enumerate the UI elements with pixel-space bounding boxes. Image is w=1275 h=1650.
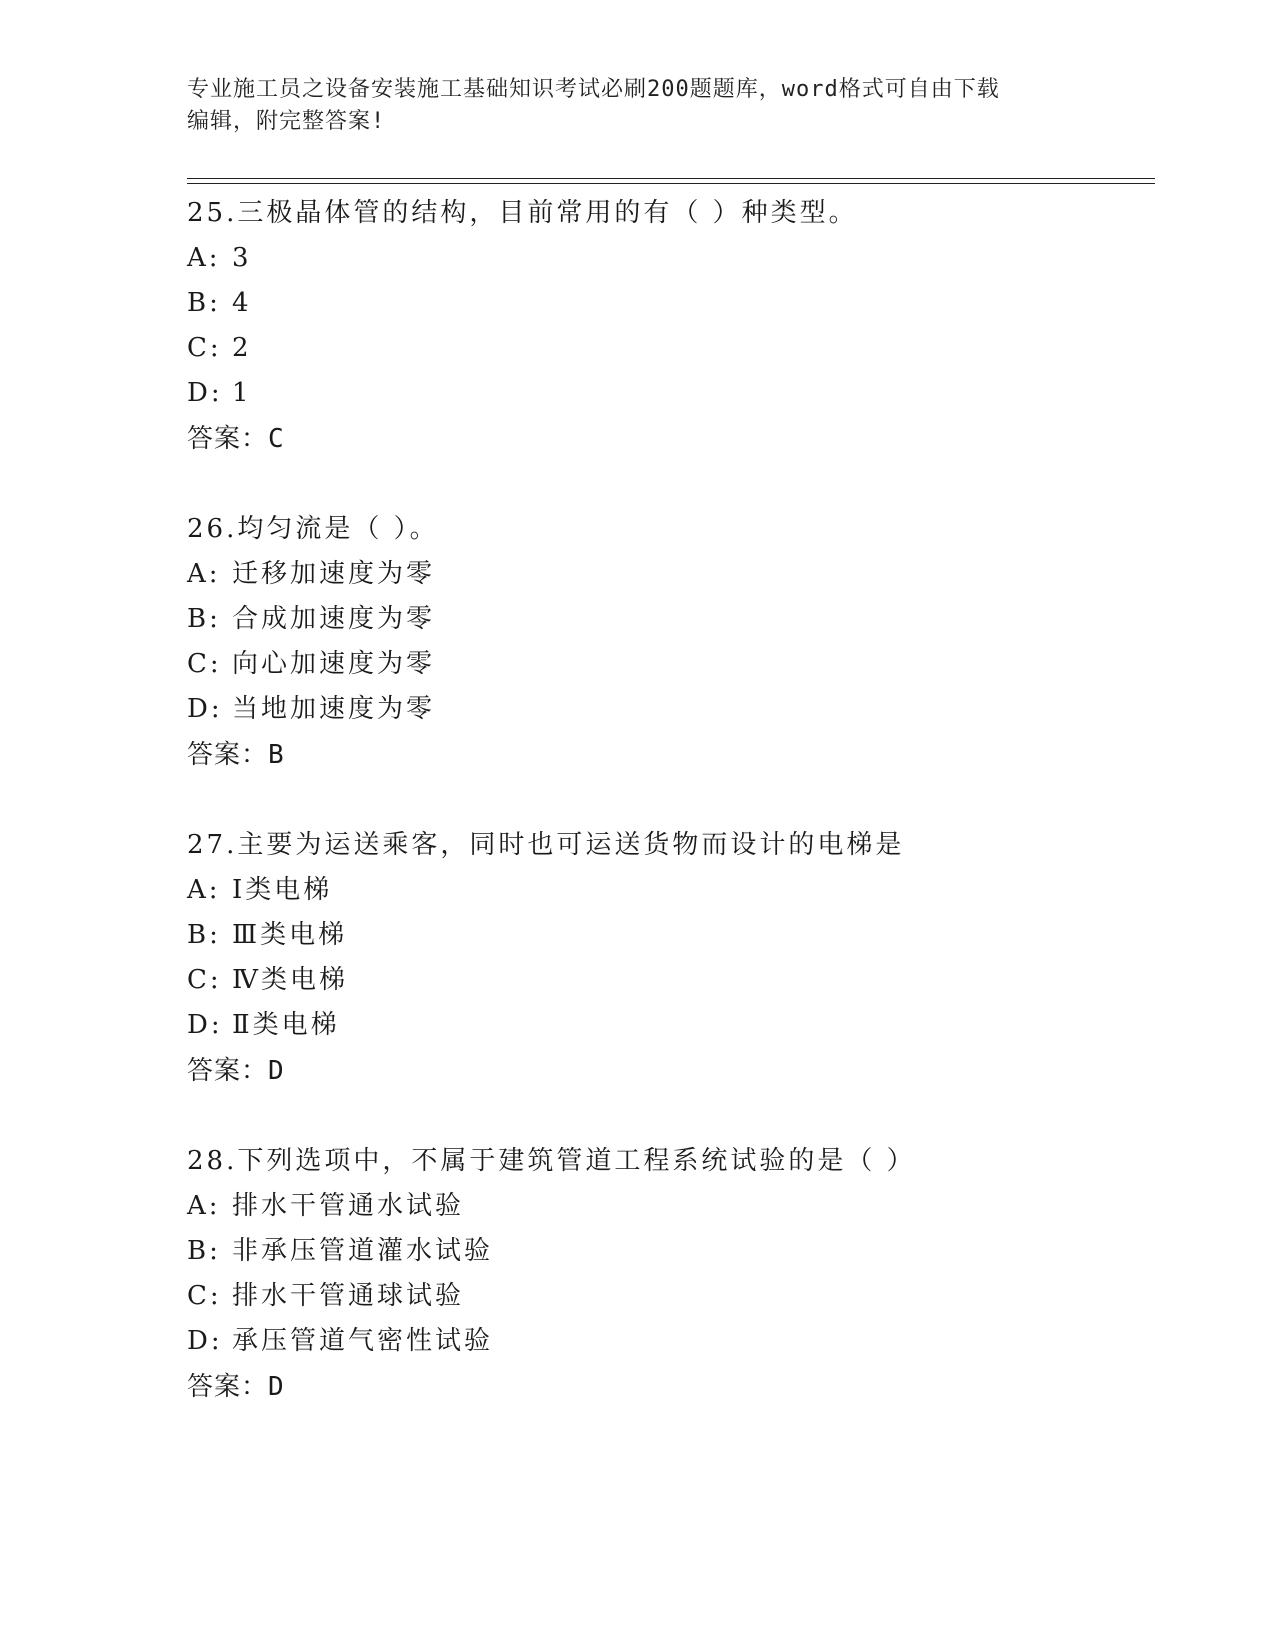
option-key: D:	[187, 694, 223, 724]
question-25	[187, 190, 1155, 462]
question-stem: 26.均匀流是（ ）。	[187, 514, 439, 544]
option-key: C:	[187, 333, 222, 363]
option-text: Ⅳ类电梯	[232, 965, 348, 995]
option-key: C:	[187, 1281, 222, 1311]
option-text: Ⅰ类电梯	[232, 875, 333, 905]
option-a	[187, 236, 1155, 281]
answer-line: 答案：D	[187, 1056, 285, 1086]
option-c	[187, 326, 1155, 371]
question-27	[187, 822, 1155, 1094]
option-d	[187, 1319, 1155, 1364]
option-text: 1	[232, 378, 252, 408]
option-b	[187, 597, 1155, 642]
option-c	[187, 642, 1155, 687]
option-key: B:	[187, 1236, 221, 1266]
option-key: A:	[187, 559, 221, 589]
question-stem: 27.主要为运送乘客，同时也可运送货物而设计的电梯是	[187, 830, 905, 860]
option-text: 迁移加速度为零	[232, 559, 436, 589]
question-stem: 28.下列选项中，不属于建筑管道工程系统试验的是（ ）	[187, 1146, 916, 1176]
option-a	[187, 552, 1155, 597]
header-title-line-2: 编辑，附完整答案!	[187, 109, 386, 134]
answer-line: 答案：D	[187, 1372, 285, 1402]
option-b	[187, 913, 1155, 958]
option-text: 4	[232, 288, 252, 318]
option-key: C:	[187, 965, 222, 995]
header-divider-top	[187, 178, 1155, 179]
option-text: Ⅲ类电梯	[232, 920, 348, 950]
option-key: B:	[187, 920, 221, 950]
option-d	[187, 687, 1155, 732]
option-text: 非承压管道灌水试验	[232, 1236, 494, 1266]
option-key: A:	[187, 243, 221, 273]
option-text: Ⅱ类电梯	[232, 1010, 340, 1040]
option-text: 当地加速度为零	[232, 694, 436, 724]
option-text: 合成加速度为零	[232, 604, 436, 634]
question-28	[187, 1138, 1155, 1410]
header-title-line-1: 专业施工员之设备安装施工基础知识考试必刷200题题库，word格式可自由下载	[187, 77, 1000, 102]
question-26	[187, 506, 1155, 778]
option-key: A:	[187, 1191, 221, 1221]
question-list	[187, 190, 1155, 1410]
option-b	[187, 281, 1155, 326]
option-key: D:	[187, 1010, 223, 1040]
option-text: 向心加速度为零	[232, 649, 436, 679]
document-header	[187, 74, 1087, 138]
option-key: B:	[187, 604, 221, 634]
option-key: D:	[187, 1326, 223, 1356]
answer-line: 答案：B	[187, 740, 285, 770]
option-key: A:	[187, 875, 221, 905]
option-a	[187, 1184, 1155, 1229]
option-text: 排水干管通球试验	[232, 1281, 465, 1311]
option-b	[187, 1229, 1155, 1274]
option-d	[187, 1003, 1155, 1048]
option-key: C:	[187, 649, 222, 679]
option-text: 2	[232, 333, 252, 363]
option-c	[187, 958, 1155, 1003]
option-a	[187, 868, 1155, 913]
header-divider-bottom	[187, 183, 1155, 184]
option-text: 3	[232, 243, 252, 273]
option-text: 排水干管通水试验	[232, 1191, 465, 1221]
question-stem: 25.三极晶体管的结构，目前常用的有（ ）种类型。	[187, 198, 858, 228]
option-key: B:	[187, 288, 221, 318]
option-d	[187, 371, 1155, 416]
answer-line: 答案：C	[187, 424, 285, 454]
option-key: D:	[187, 378, 223, 408]
option-c	[187, 1274, 1155, 1319]
option-text: 承压管道气密性试验	[232, 1326, 494, 1356]
